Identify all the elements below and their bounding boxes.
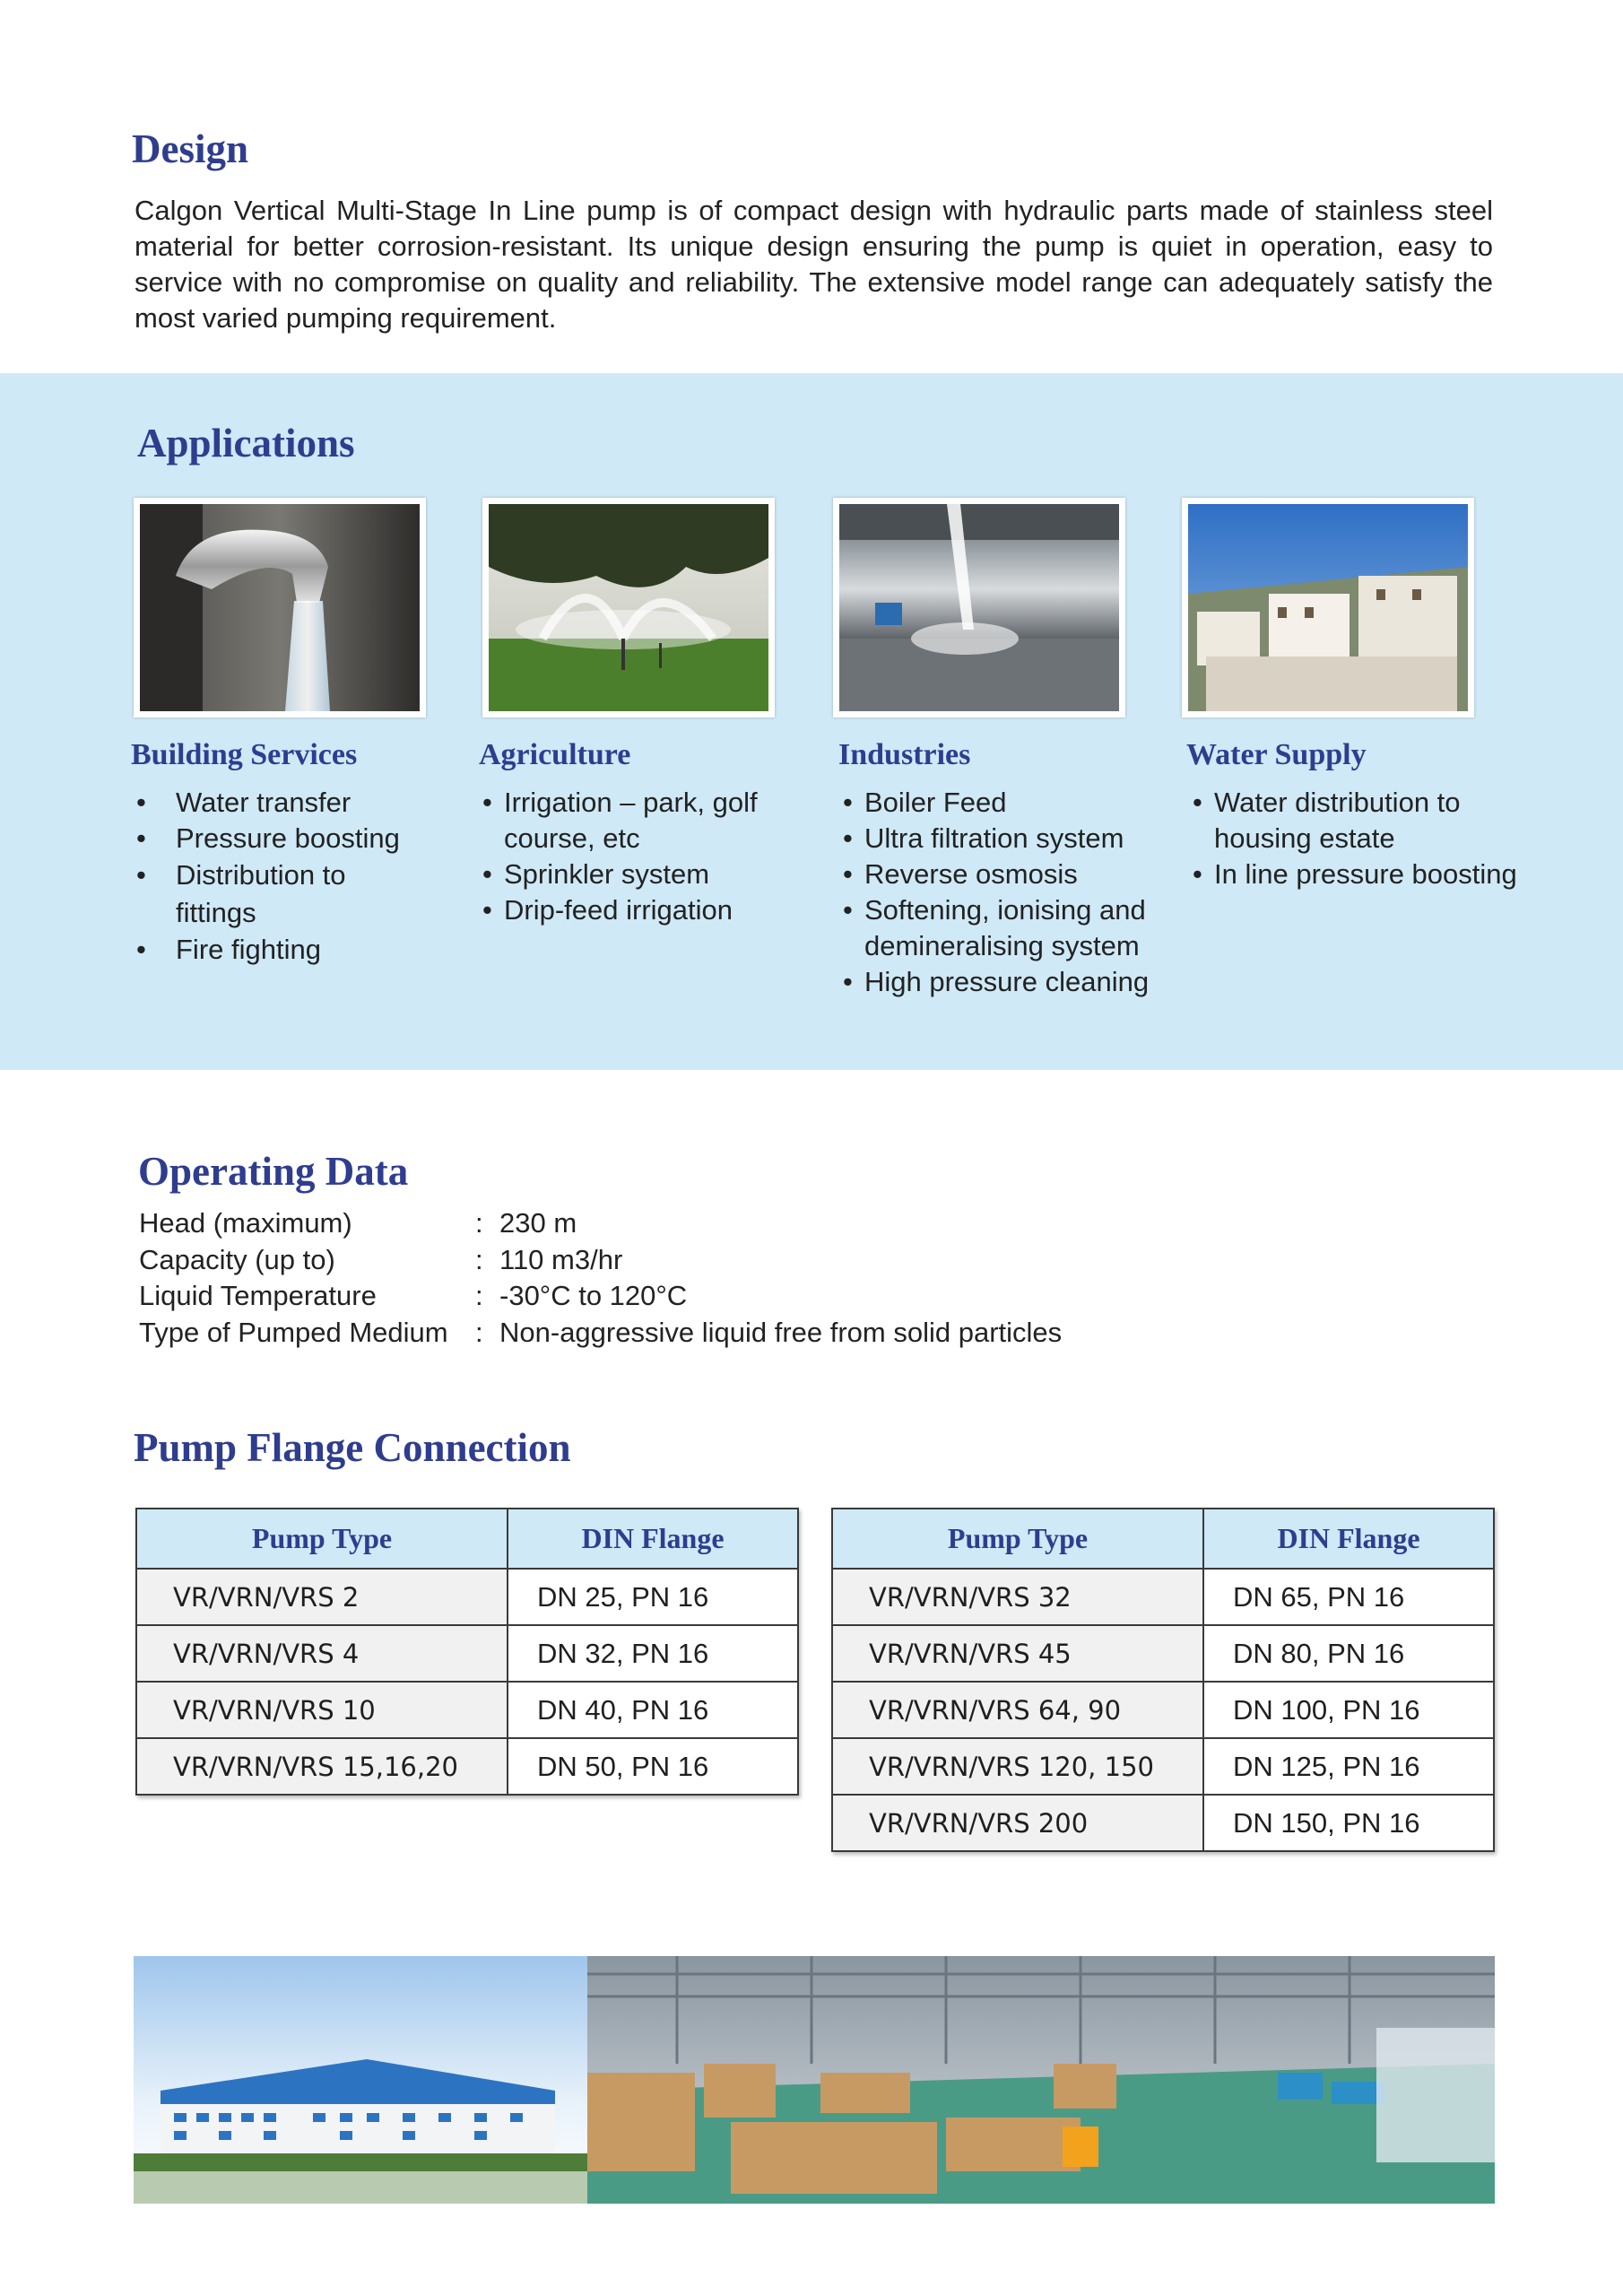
- list-item: • Softening, ionising and demineralising system: [843, 892, 1169, 964]
- din-flange-header: DIN Flange: [1203, 1509, 1494, 1569]
- list-item: • High pressure cleaning: [843, 964, 1175, 1000]
- pump-type-header: Pump Type: [832, 1509, 1203, 1569]
- pump-type-header: Pump Type: [136, 1509, 508, 1569]
- op-colon: :: [475, 1243, 483, 1275]
- table-row: [832, 1795, 1494, 1851]
- din-flange-cell: DN 125, PN 16: [1203, 1738, 1494, 1795]
- building-services-list: [135, 785, 439, 968]
- operating-data-table: [139, 1205, 1062, 1351]
- din-flange-cell: DN 65, PN 16: [1203, 1569, 1494, 1625]
- table-row: [832, 1682, 1494, 1738]
- agriculture-list: [482, 785, 787, 928]
- pump-type-cell: VR/VRN/VRS 64, 90: [832, 1682, 1203, 1738]
- operating-data-row: [139, 1205, 1062, 1242]
- operating-data-row: [139, 1315, 1062, 1352]
- table-row: [832, 1569, 1494, 1625]
- table-row: [136, 1738, 798, 1795]
- pump-type-cell: VR/VRN/VRS 200: [832, 1795, 1203, 1851]
- housing-photo-icon: [1182, 498, 1474, 718]
- din-flange-header: DIN Flange: [508, 1509, 798, 1569]
- list-item: • Sprinkler system: [482, 857, 787, 892]
- list-item: • Ultra filtration system: [843, 821, 1175, 857]
- flange-title: Pump Flange Connection: [134, 1425, 571, 1470]
- app-heading-water-supply: Water Supply: [1186, 738, 1367, 771]
- industries-list: [843, 785, 1175, 1000]
- pump-type-cell: VR/VRN/VRS 32: [832, 1569, 1203, 1625]
- din-flange-cell: DN 40, PN 16: [508, 1682, 798, 1738]
- app-heading-agriculture: Agriculture: [479, 738, 631, 771]
- list-item: • Fire fighting: [135, 932, 439, 968]
- list-item: • Water transfer: [135, 785, 439, 821]
- app-heading-building-services: Building Services: [131, 738, 358, 771]
- op-value: 110 m3/hr: [499, 1243, 623, 1275]
- water-supply-list: [1193, 785, 1533, 892]
- table-row: [832, 1738, 1494, 1795]
- op-colon: :: [475, 1207, 483, 1239]
- faucet-photo-icon: [134, 498, 426, 718]
- pump-type-cell: VR/VRN/VRS 45: [832, 1625, 1203, 1682]
- pump-type-cell: VR/VRN/VRS 10: [136, 1682, 508, 1738]
- din-flange-cell: DN 150, PN 16: [1203, 1795, 1494, 1851]
- pump-type-cell: VR/VRN/VRS 2: [136, 1569, 508, 1625]
- flange-table-left: [135, 1508, 799, 1796]
- operating-data-row: [139, 1278, 1062, 1315]
- op-value: Non-aggressive liquid free from solid particles: [499, 1316, 1063, 1348]
- warehouse-interior-photo-icon: [587, 1956, 1495, 2204]
- list-item: • Pressure boosting: [135, 821, 439, 857]
- din-flange-cell: DN 100, PN 16: [1203, 1682, 1494, 1738]
- op-label: Liquid Temperature: [139, 1280, 377, 1311]
- list-item: • In line pressure boosting: [1193, 857, 1533, 892]
- din-flange-cell: DN 25, PN 16: [508, 1569, 798, 1625]
- design-title: Design: [132, 126, 249, 171]
- table-row: [136, 1682, 798, 1738]
- din-flange-cell: DN 80, PN 16: [1203, 1625, 1494, 1682]
- op-colon: :: [475, 1316, 483, 1348]
- din-flange-cell: DN 50, PN 16: [508, 1738, 798, 1795]
- pump-type-cell: VR/VRN/VRS 15,16,20: [136, 1738, 508, 1795]
- design-body: Calgon Vertical Multi-Stage In Line pump is of compact design with hydraulic parts made of stainless steel material for better corrosion-resistant. Its unique design ensuring the pump is quiet in operation, easy to service with no compromise on quality and reliability. The extensive model range can adequately satisfy the most varied pumping requirement.: [135, 195, 1493, 334]
- op-label: Head (maximum): [139, 1207, 352, 1239]
- sprinkler-photo-icon: [482, 498, 775, 718]
- list-item: • Water distribution to housing estate: [1193, 785, 1474, 857]
- table-row: [832, 1625, 1494, 1682]
- machining-photo-icon: [833, 498, 1125, 718]
- applications-title: Applications: [137, 421, 355, 465]
- table-header-row: [136, 1509, 798, 1569]
- list-item: • Boiler Feed: [843, 785, 1175, 821]
- app-heading-industries: Industries: [838, 738, 971, 771]
- flange-table-right: [831, 1508, 1495, 1852]
- din-flange-cell: DN 32, PN 16: [508, 1625, 798, 1682]
- table-row: [136, 1569, 798, 1625]
- op-value: -30°C to 120°C: [499, 1280, 688, 1311]
- op-label: Capacity (up to): [139, 1243, 335, 1275]
- table-row: [136, 1625, 798, 1682]
- list-item: • Irrigation – park, golf course, etc: [482, 785, 773, 857]
- op-value: 230 m: [499, 1207, 577, 1239]
- table-header-row: [832, 1509, 1494, 1569]
- list-item: • Reverse osmosis: [843, 857, 1175, 892]
- list-item: • Drip-feed irrigation: [482, 892, 787, 928]
- factory-exterior-photo-icon: [134, 1956, 587, 2204]
- pump-type-cell: VR/VRN/VRS 120, 150: [832, 1738, 1203, 1795]
- operating-data-row: [139, 1242, 1062, 1279]
- pump-type-cell: VR/VRN/VRS 4: [136, 1625, 508, 1682]
- operating-data-title: Operating Data: [138, 1149, 409, 1194]
- list-item: • Distribution to fittings: [135, 857, 346, 932]
- op-colon: :: [475, 1280, 483, 1311]
- op-label: Type of Pumped Medium: [139, 1316, 448, 1348]
